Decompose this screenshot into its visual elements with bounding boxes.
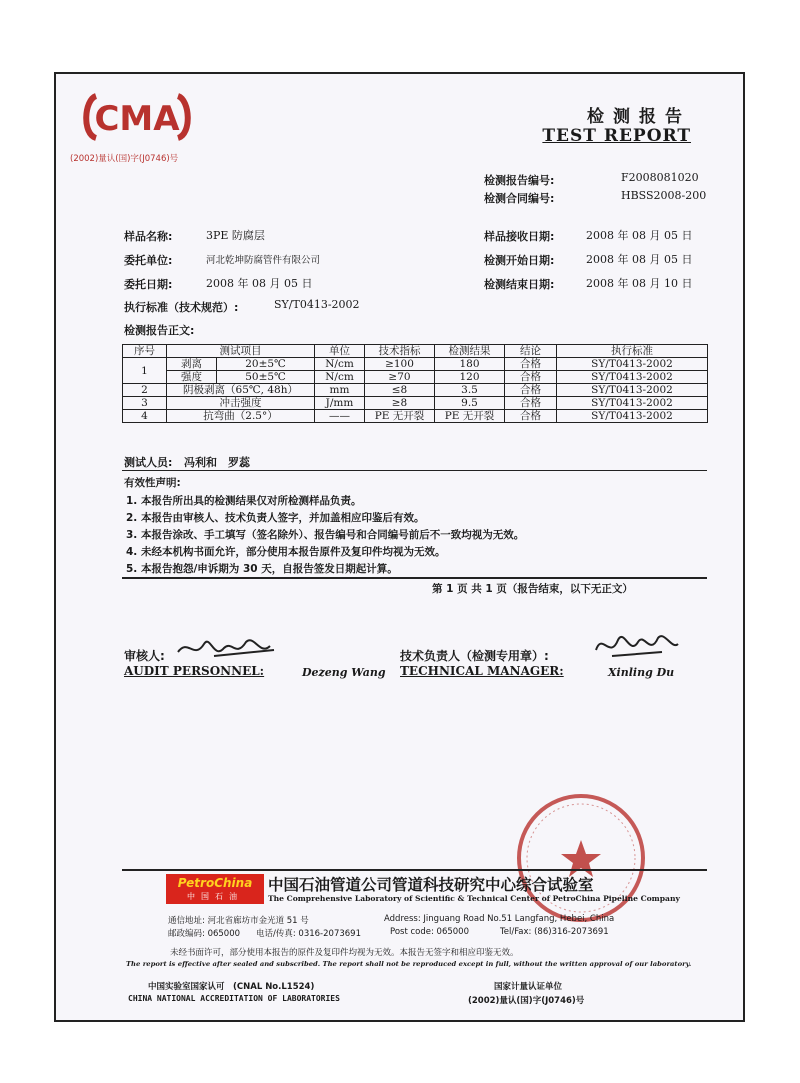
cnal-cn: 中国实验室国家认可 (CNAL No.L1524)	[148, 982, 315, 992]
end-label: 检测结束日期:	[484, 278, 555, 291]
conclusion-cell: 合格	[505, 371, 557, 384]
conclusion-cell: 合格	[505, 384, 557, 397]
divider	[122, 470, 707, 471]
body-label: 检测报告正文:	[124, 324, 195, 337]
report-no: F2008081020	[621, 171, 699, 184]
contract-no-label: 检测合同编号:	[484, 192, 555, 205]
report-page	[54, 72, 745, 1022]
cma-unit-no: (2002)量认(国)字(J0746)号	[468, 996, 585, 1006]
item-cell: 抗弯曲（2.5°）	[167, 410, 315, 423]
seal-stamp	[511, 788, 651, 928]
tech-label-cn: 技术负责人（检测专用章）:	[400, 649, 549, 663]
result-cell: 9.5	[435, 397, 505, 410]
cma-logo-text: CMA	[94, 99, 180, 139]
spec-cell: ≥70	[365, 371, 435, 384]
entrust-date-label: 委托日期:	[124, 278, 173, 291]
divider	[122, 577, 707, 579]
statement-item: 5. 本报告抱怨/申诉期为 30 天，自报告签发日期起计算。	[126, 563, 398, 575]
title-en: TEST REPORT	[542, 126, 691, 146]
standard-cell: SY/T0413-2002	[557, 410, 708, 423]
header-cell: 测试项目	[167, 345, 315, 358]
unit-cell: ——	[315, 410, 365, 423]
audit-name: Dezeng Wang	[302, 666, 386, 679]
conclusion-cell: 合格	[505, 410, 557, 423]
petrochina-brand-cn: 中国石油	[187, 892, 243, 901]
table-header-row	[123, 345, 708, 358]
item-cell: 冲击强度	[167, 397, 315, 410]
unit-cell: J/mm	[315, 397, 365, 410]
unit-cell: N/cm	[315, 358, 365, 371]
cma-number: (2002)量认(国)字(J0746)号	[70, 154, 179, 164]
footer-divider	[122, 869, 707, 871]
testers-label: 测试人员:	[124, 456, 173, 469]
postcode-cn: 邮政编码: 065000	[168, 929, 241, 939]
statement-title: 有效性声明:	[124, 477, 181, 489]
notice-cn: 未经书面许可，部分使用本报告的原件及复印件均视为无效。本报告无签字和相应印鉴无效。	[170, 948, 519, 958]
title-cn: 检测报告	[587, 107, 691, 127]
standard-cell: SY/T0413-2002	[557, 384, 708, 397]
header-cell: 执行标准	[557, 345, 708, 358]
client-label: 委托单位:	[124, 254, 173, 267]
header-cell: 单位	[315, 345, 365, 358]
start-date: 2008 年 08 月 05 日	[586, 253, 693, 266]
statement-item: 1. 本报告所出具的检测结果仅对所检测样品负责。	[126, 495, 362, 507]
unit-cell: N/cm	[315, 371, 365, 384]
testers-names: 冯利和 罗蕊	[184, 456, 250, 469]
tel-en: Tel/Fax: (86)316-2073691	[500, 927, 609, 937]
cma-unit-cn: 国家计量认证单位	[494, 982, 563, 992]
table-row	[123, 410, 708, 423]
report-no-label: 检测报告编号:	[484, 174, 555, 187]
result-cell: 180	[435, 358, 505, 371]
header-cell: 结论	[505, 345, 557, 358]
standard: SY/T0413-2002	[274, 298, 360, 311]
standard-cell: SY/T0413-2002	[557, 358, 708, 371]
header-cell: 序号	[123, 345, 167, 358]
cnal-en: CHINA NATIONAL ACCREDITATION OF LABORATORIES	[128, 994, 340, 1003]
result-cell: 120	[435, 371, 505, 384]
contract-no: HBSS2008-200	[621, 189, 707, 202]
notice-en: The report is effective after sealed and subscribed. The report shall not be reproduced except in full, without the written approval of our laboratory.	[126, 960, 692, 968]
client: 河北乾坤防腐管件有限公司	[206, 255, 321, 266]
header-cell: 技术指标	[365, 345, 435, 358]
row-number: 1	[123, 358, 167, 384]
unit-cell: mm	[315, 384, 365, 397]
row-number: 2	[123, 384, 167, 397]
standard-label: 执行标准（技术规范）:	[124, 301, 239, 314]
conclusion-cell: 合格	[505, 397, 557, 410]
statement-item: 2. 本报告由审核人、技术负责人签字，并加盖相应印鉴后有效。	[126, 512, 425, 524]
sample-name-label: 样品名称:	[124, 230, 173, 243]
end-date: 2008 年 08 月 10 日	[586, 277, 693, 290]
start-label: 检测开始日期:	[484, 254, 555, 267]
spec-cell: ≥8	[365, 397, 435, 410]
item-cell: 剥离	[167, 358, 217, 371]
result-cell: PE 无开裂	[435, 410, 505, 423]
entrust-date: 2008 年 08 月 05 日	[206, 277, 313, 290]
tech-signature	[592, 626, 682, 666]
lab-name-en: The Comprehensive Laboratory of Scientific & Technical Center of PetroChina Pipeline Company	[268, 894, 680, 903]
petrochina-brand: PetroChina	[177, 876, 253, 890]
row-number: 3	[123, 397, 167, 410]
tech-label-en: TECHNICAL MANAGER:	[400, 664, 564, 678]
address-en: Address: Jinguang Road No.51 Langfang, Hebei, China	[384, 914, 615, 924]
cma-logo	[78, 88, 196, 146]
condition-cell: 20±5℃	[217, 358, 315, 371]
result-cell: 3.5	[435, 384, 505, 397]
received-label: 样品接收日期:	[484, 230, 555, 243]
spec-cell: ≥100	[365, 358, 435, 371]
audit-label-en: AUDIT PERSONNEL:	[124, 664, 265, 678]
postcode-en: Post code: 065000	[390, 927, 469, 937]
conclusion-cell: 合格	[505, 358, 557, 371]
audit-label-cn: 审核人:	[124, 649, 165, 663]
standard-cell: SY/T0413-2002	[557, 371, 708, 384]
tel-cn: 电话/传真: 0316-2073691	[256, 929, 361, 939]
page-info: 第 1 页 共 1 页（报告结束，以下无正文）	[432, 583, 633, 595]
standard-cell: SY/T0413-2002	[557, 397, 708, 410]
statement-item: 4. 未经本机构书面允许，部分使用本报告原件及复印件均视为无效。	[126, 546, 446, 558]
item-cell: 阴极剥离（65℃, 48h）	[167, 384, 315, 397]
spec-cell: ≤8	[365, 384, 435, 397]
header-cell: 检测结果	[435, 345, 505, 358]
table-row	[123, 397, 708, 410]
table-row	[123, 358, 708, 371]
sample-name: 3PE 防腐层	[206, 229, 265, 242]
lab-name-cn: 中国石油管道公司管道科技研究中心综合试验室	[268, 876, 594, 894]
condition-cell: 50±5℃	[217, 371, 315, 384]
results-table	[122, 344, 708, 423]
received-date: 2008 年 08 月 05 日	[586, 229, 693, 242]
address-cn: 通信地址: 河北省廊坊市金光道 51 号	[168, 916, 309, 926]
table-row	[123, 371, 708, 384]
item-cell: 强度	[167, 371, 217, 384]
spec-cell: PE 无开裂	[365, 410, 435, 423]
petrochina-logo	[166, 874, 264, 904]
tech-name: Xinling Du	[608, 666, 675, 679]
statement-item: 3. 本报告涂改、手工填写（签名除外）、报告编号和合同编号前后不一致均视为无效。	[126, 529, 525, 541]
row-number: 4	[123, 410, 167, 423]
table-row	[123, 384, 708, 397]
